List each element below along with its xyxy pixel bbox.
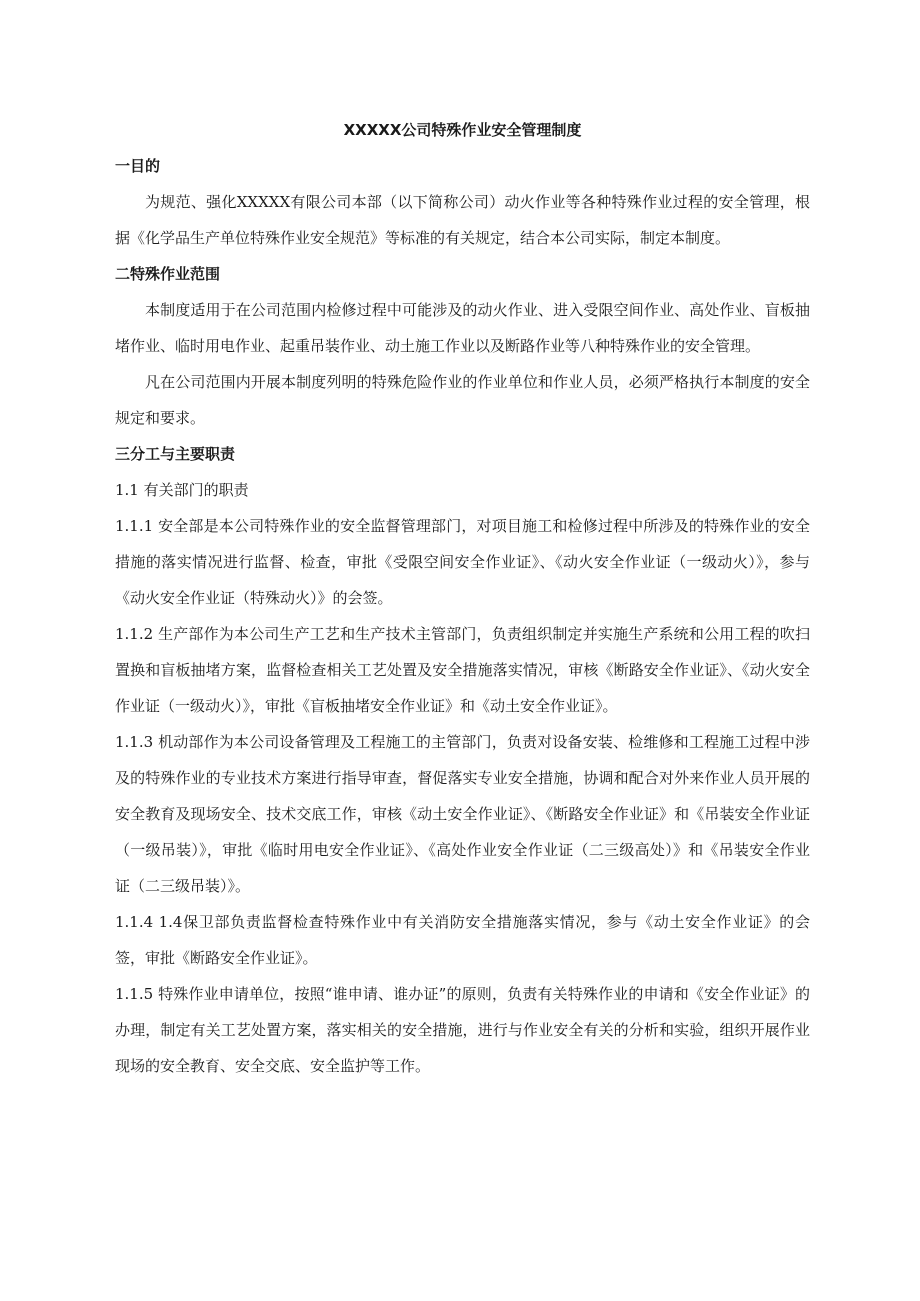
scope-paragraph-1: 本制度适用于在公司范围内检修过程中可能涉及的动火作业、进入受限空间作业、高处作业、盲板抽堵作业、临时用电作业、起重吊装作业、动土施工作业以及断路作业等八种特殊作业的安全管理。 <box>115 301 810 355</box>
purpose-paragraph: 为规范、强化XXXXX有限公司本部（以下简称公司）动火作业等各种特殊作业过程的安全管理，根据《化学品生产单位特殊作业安全规范》等标准的有关规定，结合本公司实际，制定本制度。 <box>115 193 810 247</box>
duty-item-applicant-unit: 1.1.5 特殊作业申请单位，按照“谁申请、谁办证”的原则，负责有关特殊作业的申请和《安全作业证》的办理，制定有关工艺处置方案，落实相关的安全措施，进行与作业安全有关的分析和实验，组织开展作业现场的安全教育、安全交底、安全监护等工作。 <box>115 985 810 1075</box>
duty-item-safety-dept: 1.1.1 安全部是本公司特殊作业的安全监督管理部门，对项目施工和检修过程中所涉及的特殊作业的安全措施的落实情况进行监督、检查，审批《受限空间安全作业证》、《动火安全作业证（一级动火）》，参与《动火安全作业证（特殊动火）》的会签。 <box>115 517 810 607</box>
section-heading-purpose: 一目的 <box>115 157 161 175</box>
document-body <box>115 112 810 1084</box>
section-heading-scope: 二特殊作业范围 <box>115 265 221 283</box>
subheading-department-duties: 1.1 有关部门的职责 <box>115 481 249 499</box>
section-heading-responsibilities: 三分工与主要职责 <box>115 445 236 463</box>
document-title: XXXXX公司特殊作业安全管理制度 <box>343 121 582 139</box>
duty-item-production-dept: 1.1.2 生产部作为本公司生产工艺和生产技术主管部门，负责组织制定并实施生产系统和公用工程的吹扫置换和盲板抽堵方案，监督检查相关工艺处置及安全措施落实情况，审核《断路安全作业证》、《动火安全作业证（一级动火）》，审批《盲板抽堵安全作业证》和《动土安全作业证》。 <box>115 625 810 715</box>
duty-item-mechanical-dept: 1.1.3 机动部作为本公司设备管理及工程施工的主管部门，负责对设备安装、检维修和工程施工过程中涉及的特殊作业的专业技术方案进行指导审查，督促落实专业安全措施，协调和配合对外来作业人员开展的安全教育及现场安全、技术交底工作，审核《动土安全作业证》、《断路安全作业证》和《吊装安全作业证（一级吊装）》，审批《临时用电安全作业证》、《高处作业安全作业证（二三级高处）》和《吊装安全作业证（二三级吊装）》。 <box>115 733 810 895</box>
duty-item-security-dept: 1.1.4 1.4保卫部负责监督检查特殊作业中有关消防安全措施落实情况，参与《动土安全作业证》的会签，审批《断路安全作业证》。 <box>115 913 810 967</box>
scope-paragraph-2: 凡在公司范围内开展本制度列明的特殊危险作业的作业单位和作业人员，必须严格执行本制度的安全规定和要求。 <box>115 373 810 427</box>
